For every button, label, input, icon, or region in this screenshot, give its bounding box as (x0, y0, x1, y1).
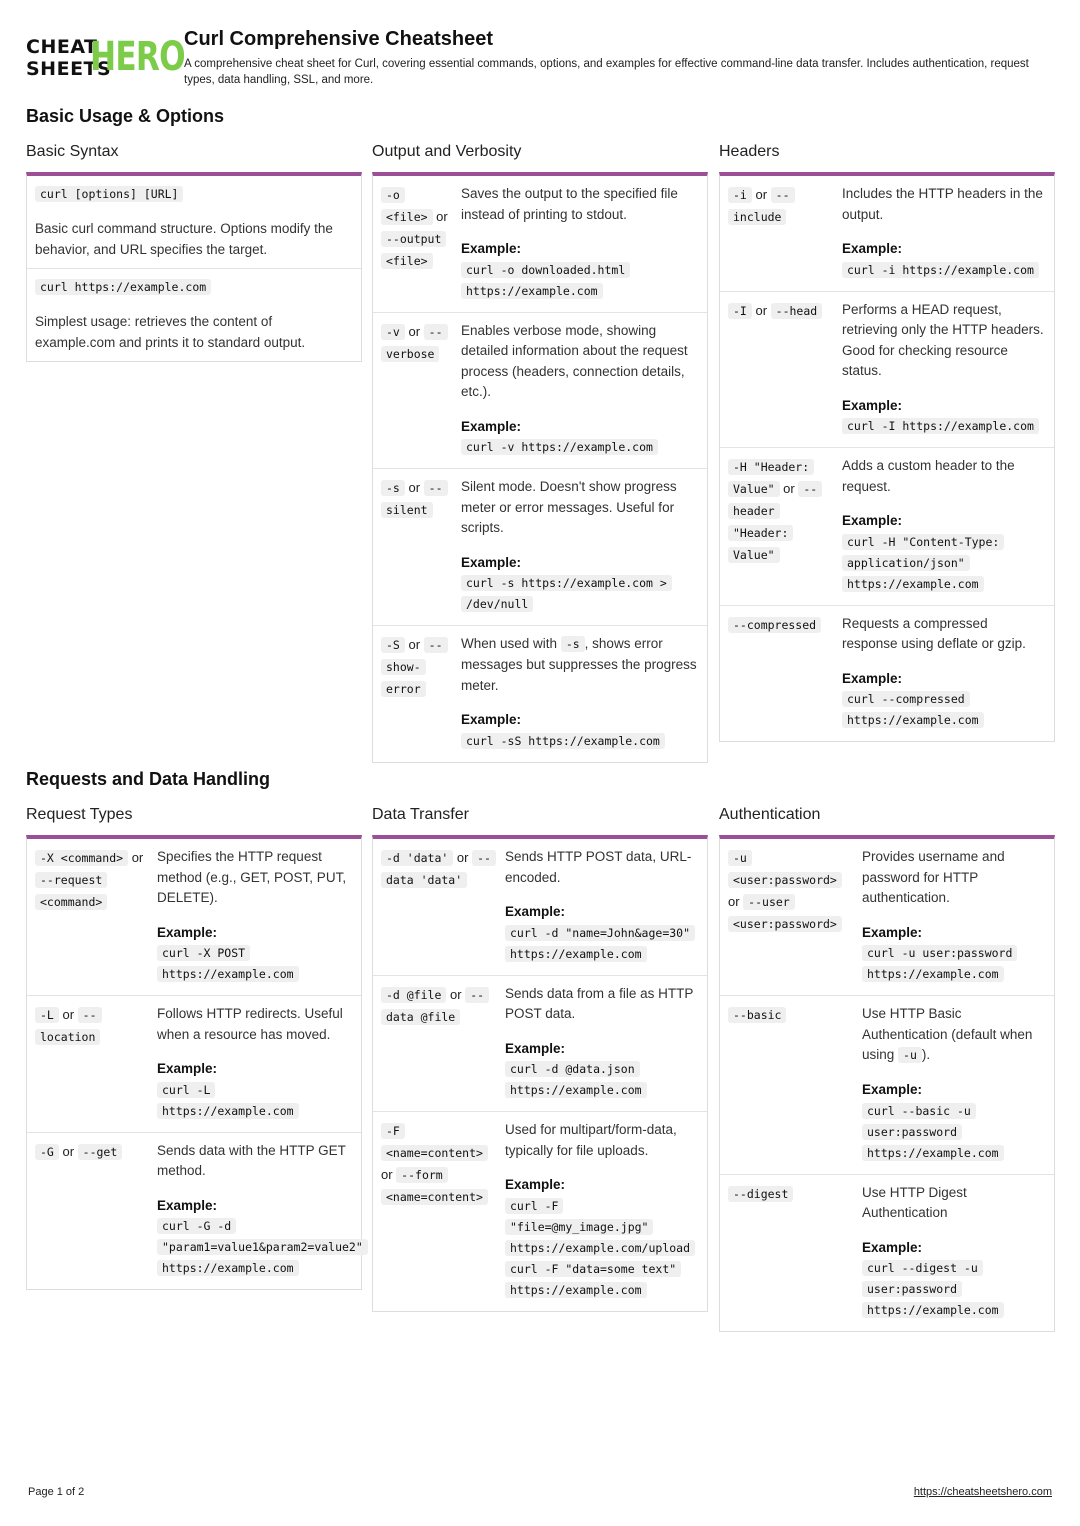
column-title: Basic Syntax (26, 143, 119, 160)
column-authentication (719, 805, 1055, 1332)
example-code: curl -F "data=some text" https://example.com (505, 1261, 681, 1298)
row-description (461, 184, 699, 302)
example-code: curl -d @data.json https://example.com (505, 1061, 647, 1098)
row-description (862, 1183, 1046, 1322)
cheat-card (372, 172, 708, 763)
cheat-card (719, 172, 1055, 742)
example-code: curl -G -d "param1=value1&param2=value2" https://example.com (157, 1218, 368, 1276)
option-code: -X <command> (35, 850, 128, 866)
example-label: Example: (862, 1082, 923, 1097)
example-line (461, 731, 699, 752)
option-name (728, 300, 832, 438)
column-title: Headers (719, 143, 780, 160)
example-label: Example: (842, 397, 903, 413)
cheat-row (27, 269, 361, 361)
example-code: curl -H "Content-Type: application/json" https://example.com (842, 534, 1004, 592)
example-label: Example: (505, 1040, 566, 1056)
cheat-row (720, 996, 1054, 1175)
option-text: or (453, 850, 473, 865)
row-description (461, 634, 699, 752)
example-line (842, 689, 1046, 731)
example-label: Example: (461, 712, 522, 727)
cheat-row (373, 839, 707, 976)
cheat-row (720, 839, 1054, 996)
option-text: or (751, 302, 771, 318)
logo-text-bottom: SHEETS (26, 58, 112, 80)
example-label: Example: (461, 241, 522, 256)
cheat-row (27, 176, 361, 269)
option-text: or (751, 187, 771, 202)
option-name (728, 847, 852, 985)
cheat-row (373, 313, 707, 470)
cheat-row (373, 176, 707, 313)
option-name (728, 184, 832, 281)
cheat-row (720, 448, 1054, 606)
row-description (842, 300, 1046, 438)
option-name (728, 1183, 852, 1322)
example-line (862, 943, 1046, 985)
cheat-row (373, 976, 707, 1113)
row-description (157, 1141, 368, 1280)
example-line (505, 1259, 699, 1301)
description-text (461, 634, 699, 696)
option-code: --output <file> (381, 231, 446, 269)
column-request-types (26, 805, 362, 1290)
option-code: --location (35, 1007, 102, 1045)
option-text: or (58, 1007, 78, 1022)
row-description: Simplest usage: retrieves the content of example.com and prints it to standard output. (35, 314, 306, 350)
example-line (842, 260, 1046, 281)
row-description (461, 321, 699, 459)
option-name (381, 184, 451, 302)
example-line (157, 1080, 353, 1122)
description-text: Includes the HTTP headers in the output. (842, 186, 1043, 222)
description-text: ). (921, 1047, 931, 1062)
option-text: or (58, 1143, 78, 1159)
syntax-code: curl https://example.com (35, 279, 211, 295)
example-line (461, 260, 699, 302)
example-code: curl -X POST https://example.com (157, 945, 299, 982)
logo-text-top: CHEAT (26, 36, 98, 58)
option-name (381, 477, 451, 615)
logo-hero: HERO (90, 34, 185, 80)
option-name (728, 614, 832, 732)
option-text: or (728, 894, 744, 909)
option-name (381, 1120, 495, 1301)
option-code: -u <user:password> (728, 850, 842, 888)
option-code: -i (728, 187, 752, 203)
row-description (157, 847, 353, 985)
description-text: Used for multipart/form-data, typically for file uploads. (505, 1122, 677, 1158)
cheat-row (720, 292, 1054, 449)
cheat-card (26, 835, 362, 1290)
option-text: or (128, 850, 144, 865)
cheat-card (26, 172, 362, 362)
option-code: -F <name=content> (381, 1123, 488, 1161)
option-name (35, 847, 147, 985)
example-label: Example: (461, 418, 522, 434)
description-text: Silent mode. Doesn't show progress meter or error messages. Useful for scripts. (461, 479, 677, 535)
column-headers (719, 142, 1055, 742)
row-description (862, 1004, 1046, 1164)
option-code: --verbose (381, 324, 448, 362)
cheat-row (27, 1133, 361, 1290)
cheat-card (719, 835, 1055, 1332)
option-code: -d 'data' (381, 850, 453, 866)
example-line (461, 573, 699, 615)
syntax-code: curl [options] [URL] (35, 186, 183, 202)
page-title: Curl Comprehensive Cheatsheet (184, 28, 493, 50)
option-code: --user <user:password> (728, 894, 842, 932)
cheat-row (373, 1112, 707, 1311)
cheat-row (720, 176, 1054, 292)
option-code: -H "Header: Value" (728, 459, 814, 497)
example-label: Example: (862, 924, 923, 940)
option-code: --form <name=content> (381, 1167, 488, 1205)
description-code: -s (561, 636, 585, 652)
example-line (505, 1196, 699, 1259)
example-code: curl -sS https://example.com (461, 733, 665, 749)
example-label: Example: (505, 904, 566, 919)
row-description (842, 456, 1046, 595)
example-line (461, 437, 699, 458)
example-code: curl -d "name=John&age=30" https://example.com (505, 925, 695, 962)
column-output-verbosity (372, 142, 708, 763)
option-code: --compressed (728, 617, 821, 633)
example-code: curl -i https://example.com (842, 262, 1039, 278)
example-label: Example: (505, 1177, 566, 1192)
option-name (381, 984, 495, 1102)
option-code: -d @file (381, 987, 446, 1003)
example-line (157, 1216, 368, 1279)
row-description (505, 1120, 699, 1301)
option-code: --digest (728, 1186, 793, 1202)
description-text: , shows error messages but suppresses the progress meter. (461, 636, 697, 693)
example-label: Example: (842, 513, 903, 528)
example-code: curl -s https://example.com > /dev/null (461, 575, 672, 612)
description-text: Requests a compressed response using deflate or gzip. (842, 615, 1026, 651)
cheat-row (27, 839, 361, 996)
row-description (842, 184, 1046, 281)
option-code: -s (381, 480, 405, 496)
option-name (35, 1004, 147, 1122)
option-text: or (404, 323, 424, 339)
option-name (35, 1141, 147, 1280)
example-label: Example: (461, 554, 522, 570)
option-text: or (404, 637, 424, 652)
description-text: Sends data from a file as HTTP POST data. (505, 985, 694, 1021)
cheatsheetshero-logo[interactable] (26, 34, 185, 80)
option-code: -v (381, 324, 405, 340)
description-text: Use HTTP Basic Authentication (default when using (862, 1006, 1033, 1062)
description-text: Follows HTTP redirects. Useful when a resource has moved. (157, 1006, 343, 1042)
description-text: Use HTTP Digest Authentication (862, 1184, 967, 1220)
cheat-row (720, 606, 1054, 742)
description-text: Enables verbose mode, showing detailed information about the request process (headers, connection details, etc.). (461, 322, 688, 399)
example-code: curl --basic -u user:password https://example.com (862, 1103, 1004, 1161)
cheat-row (373, 626, 707, 762)
option-name (728, 456, 832, 595)
example-code: curl -o downloaded.html https://example.com (461, 262, 630, 299)
option-name (381, 321, 451, 459)
row-description (505, 847, 699, 965)
option-code: --basic (728, 1007, 786, 1023)
example-code: curl -F "file=@my_image.jpg" https://example.com/upload (505, 1198, 695, 1256)
example-code: curl -I https://example.com (842, 418, 1039, 434)
page-subtitle: A comprehensive cheat sheet for Curl, covering essential commands, options, and examples for effective command-line data transfer. Includes authentication, request types, data handling, SSL, and more. (184, 58, 1029, 86)
section-title-basic-usage: Basic Usage & Options (26, 106, 225, 126)
page-number: Page 1 of 2 (28, 1486, 85, 1498)
example-code: curl --compressed https://example.com (842, 691, 984, 728)
example-code: curl -u user:password https://example.com (862, 945, 1017, 982)
description-text: Adds a custom header to the request. (842, 458, 1015, 494)
example-line (505, 923, 699, 965)
description-text: Saves the output to the specified file instead of printing to stdout. (461, 186, 678, 222)
page-header (26, 28, 1056, 90)
option-code: -S (381, 637, 405, 653)
option-name (728, 1004, 852, 1164)
row-description: Basic curl command structure. Options modify the behavior, and URL specifies the target. (35, 221, 333, 257)
description-text: Sends HTTP POST data, URL-encoded. (505, 849, 692, 885)
column-title: Request Types (26, 806, 133, 823)
example-line (862, 1101, 1046, 1164)
option-code: --head (771, 303, 823, 319)
option-code: --show-error (381, 637, 448, 697)
option-code: -G (35, 1144, 59, 1160)
option-code: --get (78, 1144, 123, 1160)
row-description (862, 847, 1046, 985)
description-text (862, 1004, 1046, 1066)
description-text: Performs a HEAD request, retrieving only the HTTP headers. Good for checking resource status. (842, 301, 1044, 378)
column-title: Output and Verbosity (372, 143, 522, 160)
row-description (461, 477, 699, 615)
example-line (505, 1059, 699, 1101)
option-code: -o <file> (381, 187, 433, 225)
example-code: curl --digest -u user:password https://example.com (862, 1260, 1004, 1318)
row-description (505, 984, 699, 1102)
example-line (157, 943, 353, 985)
option-code: --data @file (381, 987, 489, 1025)
option-code: --request <command> (35, 872, 107, 910)
option-code: -I (728, 303, 752, 319)
row-description (157, 1004, 353, 1122)
column-data-transfer (372, 805, 708, 1312)
description-text: Sends data with the HTTP GET method. (157, 1142, 346, 1178)
description-text: When used with (461, 636, 561, 651)
example-code: curl -v https://example.com (461, 439, 658, 455)
example-line (842, 532, 1046, 595)
option-code: --silent (381, 480, 448, 518)
option-code: --include (728, 187, 795, 225)
option-text: or (779, 481, 799, 496)
example-code: curl -L https://example.com (157, 1082, 299, 1119)
row-description (842, 614, 1046, 732)
option-code: --header "Header: Value" (728, 481, 822, 563)
example-line (862, 1258, 1046, 1321)
cheat-card (372, 835, 708, 1312)
example-label: Example: (842, 670, 903, 686)
column-title: Data Transfer (372, 806, 469, 823)
option-name (381, 634, 451, 752)
example-label: Example: (842, 241, 903, 256)
cheat-row (27, 996, 361, 1133)
description-text: Provides username and password for HTTP authentication. (862, 849, 1005, 905)
section-title-requests-data: Requests and Data Handling (26, 769, 271, 789)
option-text: or (404, 480, 424, 495)
example-label: Example: (157, 924, 218, 940)
option-code: -L (35, 1007, 59, 1023)
footer-link[interactable]: https://cheatsheetshero.com (913, 1486, 1052, 1498)
cheat-row (373, 469, 707, 626)
option-text: or (432, 209, 448, 224)
example-label: Example: (862, 1239, 923, 1255)
column-title: Authentication (719, 806, 821, 823)
option-text: or (446, 986, 466, 1002)
description-text: Specifies the HTTP request method (e.g., GET, POST, PUT, DELETE). (157, 849, 347, 905)
example-label: Example: (157, 1061, 218, 1076)
description-code: -u (898, 1047, 922, 1063)
example-label: Example: (157, 1197, 218, 1213)
option-name (381, 847, 495, 965)
option-text: or (381, 1167, 397, 1182)
option-code: --data 'data' (381, 850, 496, 888)
example-line (842, 416, 1046, 437)
column-basic-syntax (26, 142, 362, 362)
cheat-row (720, 1175, 1054, 1332)
